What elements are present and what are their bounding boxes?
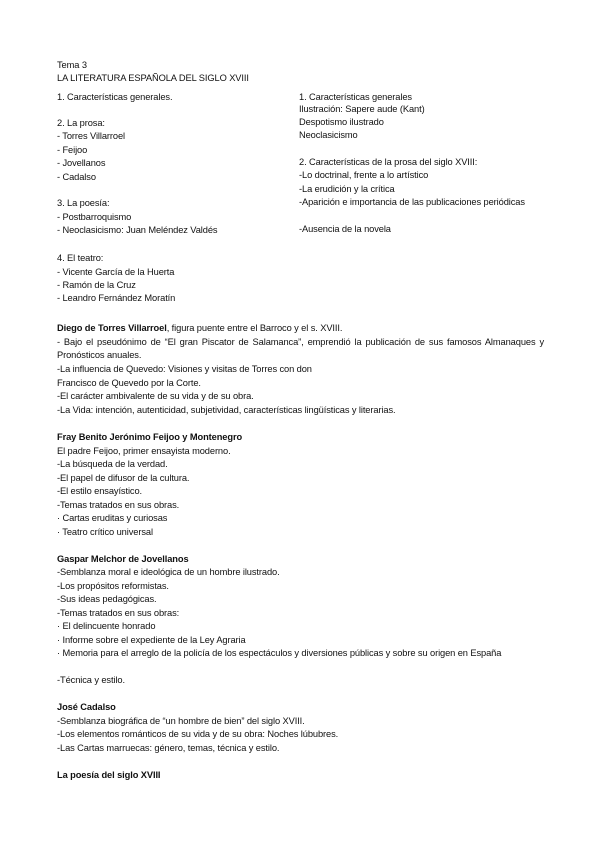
jovellanos-line: · Informe sobre el expediente de la Ley Agraria: [57, 635, 246, 645]
jovellanos-memoria: · Memoria para el arreglo de la policía de los espectáculos y diversiones públicas y sobre su origen en España: [57, 648, 502, 658]
outline-left-item: - Ramón de la Cruz: [57, 280, 136, 290]
cadalso-line: -Las Cartas marruecas: género, temas, técnica y estilo.: [57, 743, 280, 753]
outline-right-s1: 1. Características generales: [299, 92, 412, 102]
feijoo-line: El padre Feijoo, primer ensayista moderno.: [57, 446, 231, 456]
outline-right-item: Despotismo ilustrado: [299, 117, 384, 127]
torres-line: Francisco de Quevedo por la Corte.: [57, 378, 201, 388]
jovellanos-line: -Temas tratados en sus obras:: [57, 608, 180, 618]
jovellanos-line: -Los propósitos reformistas.: [57, 581, 169, 591]
torres-name-rest: , figura puente entre el Barroco y el s. XVIII.: [166, 323, 343, 333]
outline-right-s2: 2. Características de la prosa del siglo XVIII:: [299, 157, 478, 167]
jovellanos-line: -Sus ideas pedagógicas.: [57, 594, 157, 604]
feijoo-line: -El estilo ensayístico.: [57, 486, 143, 496]
jovellanos-line: · El delincuente honrado: [57, 621, 156, 631]
outline-right-item: -Lo doctrinal, frente a lo artístico: [299, 170, 429, 180]
jovellanos-heading: Gaspar Melchor de Jovellanos: [57, 554, 189, 564]
outline-left-item: - Cadalso: [57, 172, 96, 182]
outline-right-item: -Aparición e importancia de las publicaciones periódicas: [299, 197, 525, 207]
feijoo-line: · Cartas eruditas y curiosas: [57, 513, 168, 523]
torres-line: -La influencia de Quevedo: Visiones y visitas de Torres con don: [57, 364, 312, 374]
feijoo-line: -Temas tratados en sus obras.: [57, 500, 180, 510]
outline-right-item: -Ausencia de la novela: [299, 224, 391, 234]
torres-line: -La Vida: intención, autenticidad, subjetividad, características lingüísticas y literarias.: [57, 405, 396, 415]
outline-left-s1: 1. Características generales.: [57, 92, 173, 102]
jovellanos-line: -Semblanza moral e ideológica de un hombre ilustrado.: [57, 567, 280, 577]
outline-left-item: - Neoclasicismo: Juan Meléndez Valdés: [57, 225, 218, 235]
outline-right-item: Neoclasicismo: [299, 130, 358, 140]
feijoo-heading: Fray Benito Jerónimo Feijoo y Montenegro: [57, 432, 243, 442]
jovellanos-line: -Técnica y estilo.: [57, 675, 125, 685]
cadalso-heading: José Cadalso: [57, 702, 116, 712]
feijoo-line: -La búsqueda de la verdad.: [57, 459, 168, 469]
torres-paragraph: - Bajo el pseudónimo de “El gran Piscator de Salamanca”, emprendió la publicación de sus famosos Almanaques y Pronósticos anuales.: [57, 337, 544, 361]
outline-left-item: - Jovellanos: [57, 158, 106, 168]
outline-left-item: - Feijoo: [57, 145, 88, 155]
outline-right-item: -La erudición y la crítica: [299, 184, 395, 194]
cadalso-line: -Semblanza biográfica de “un hombre de bien” del siglo XVIII.: [57, 716, 305, 726]
outline-left-s3: 3. La poesía:: [57, 198, 110, 208]
outline-right-item: Ilustración: Sapere aude (Kant): [299, 104, 425, 114]
feijoo-line: -El papel de difusor de la cultura.: [57, 473, 190, 483]
torres-name: Diego de Torres Villarroel: [57, 323, 167, 333]
outline-left-item: - Postbarroquismo: [57, 212, 132, 222]
outline-left-s2: 2. La prosa:: [57, 118, 105, 128]
torres-line: -El carácter ambivalente de su vida y de su obra.: [57, 391, 254, 401]
outline-left-item: - Vicente García de la Huerta: [57, 267, 175, 277]
cadalso-line: -Los elementos románticos de su vida y de su obra: Noches lúbubres.: [57, 729, 339, 739]
poesia-heading: La poesía del siglo XVIII: [57, 770, 161, 780]
outline-left-item: - Torres Villarroel: [57, 131, 126, 141]
outline-left-item: - Leandro Fernández Moratín: [57, 293, 176, 303]
outline-left-s4: 4. El teatro:: [57, 253, 104, 263]
feijoo-line: · Teatro crítico universal: [57, 527, 153, 537]
document-title: LA LITERATURA ESPAÑOLA DEL SIGLO XVIII: [57, 73, 249, 83]
torres-heading: [57, 322, 342, 335]
tema-label: Tema 3: [57, 60, 87, 70]
